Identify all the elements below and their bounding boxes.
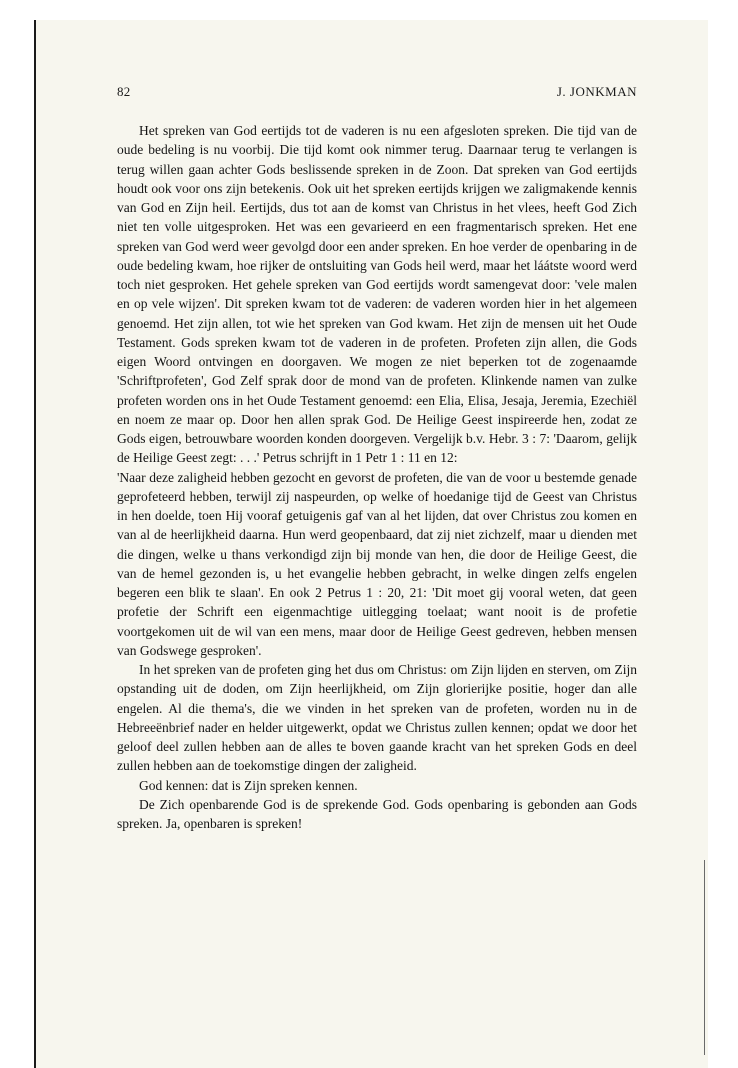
scan-margin-right <box>708 0 738 1068</box>
paragraph-5: De Zich openbarende God is de sprekende God. Gods openbaring is gebonden aan Gods spreken. Ja, openbaren is spreken! <box>117 796 637 831</box>
paragraph-2-quotation: 'Naar deze zaligheid hebben gezocht en gevorst de profeten, die van de voor u bestemde genade geprofeteerd hebben, terwijl zij naspeurden, op welke of hoedanige tijd de Geest van Christus in hen doelde, toen Hij vooraf getuigenis gaf van al het lijden, dat over Christus zou komen en van al de heerlijkheid daarna. Hun werd geopenbaard, dat zij niet zichzelf, maar u dienden met die dingen, welke u thans verkondigd zijn bij monde van hen, die door de Heilige Geest, die van de hemel gezonden is, u het evangelie hebben gebracht, in welke dingen zelfs engelen begeren een blik te slaan'. En ook 2 Petrus 1 : 20, 21: 'Dit moet gij vooral weten, dat geen profetie der Schrift een eigenmachtige uitlegging toelaat; want nooit is de profetie voortgekomen uit de wil van een mens, maar door de Heilige Geest gedreven, hebben mensen van Godswege gesproken'. <box>117 469 637 658</box>
paragraph-1: Het spreken van God eertijds tot de vaderen is nu een afgesloten spreken. Die tijd van de oude bedeling is nu voorbij. Die tijd komt ook nimmer terug. Daarnaar terug te verlangen is terug willen gaan achter Gods beslissende spreken in de Zoon. Dat spreken van God eertijds houdt ook voor ons zijn betekenis. Ook uit het spreken eertijds krijgen we zaligmakende kennis van God en Zijn heil. Eertijds, dus tot aan de komst van Christus in het vlees, heeft God Zich niet ten volle uitgesproken. Het was een gevarieerd en een fragmentarisch spreken. Het ene spreken van God werd weer gevolgd door een ander spreken. En hoe verder de openbaring in de oude bedeling kwam, hoe rijker de ontsluiting van Gods heil werd, maar het láátste woord werd toch niet gesproken. Het gehele spreken van God eertijds wordt samengevat door: 'vele malen en op vele wijzen'. Dit spreken kwam tot de vaderen: de vaderen worden hier in het algemeen genoemd. Het zijn allen, tot wie het spreken van God kwam. Het zijn de mensen uit het Oude Testament. Gods spreken kwam tot de vaderen in de profeten. Profeten zijn allen, die Gods eigen Woord ontvingen en doorgaven. We mogen ze niet beperken tot de zogenaamde 'Schriftprofeten', God Zelf sprak door de mond van de profeten. Klinkende namen van zulke profeten worden ons in het Oude Testament genoemd: een Elia, Elisa, Jesaja, Jeremia, Ezechiël en noem ze maar op. Door hen allen sprak God. De Heilige Geest inspireerde hen, zodat ze Gods eigen, betrouwbare woorden konden doorgeven. Vergelijk b.v. Hebr. 3 : 7: 'Daarom, gelijk de Heilige Geest zegt: . . .' Petrus schrijft in 1 Petr 1 : 11 en 12: <box>117 123 637 466</box>
body-text <box>117 121 637 833</box>
scan-margin-top <box>0 0 738 20</box>
page-edge-line <box>704 860 705 1055</box>
paragraph-4: God kennen: dat is Zijn spreken kennen. <box>139 777 358 793</box>
page-number: 82 <box>117 84 131 99</box>
paragraph-3: In het spreken van de profeten ging het dus om Christus: om Zijn lijden en sterven, om Zijn opstanding uit de doden, om Zijn heerlijkheid, om Zijn glorierijke positie, hoger dan alle engelen. Al die thema's, die we vinden in het spreken van de profeten, worden nu in de Hebreeënbrief nader en helder uitgewerkt, opdat we Christus zullen kennen; opdat we door het geloof deel zullen hebben aan de alles te boven gaande kracht van het spreken Gods en deel zullen hebben aan de toekomstige dingen der zaligheid. <box>117 662 637 774</box>
running-head-author: J. JONKMAN <box>556 84 637 99</box>
scan-margin-left <box>0 0 34 1068</box>
page-edge-shadow <box>34 20 36 1068</box>
page-header <box>117 84 637 104</box>
